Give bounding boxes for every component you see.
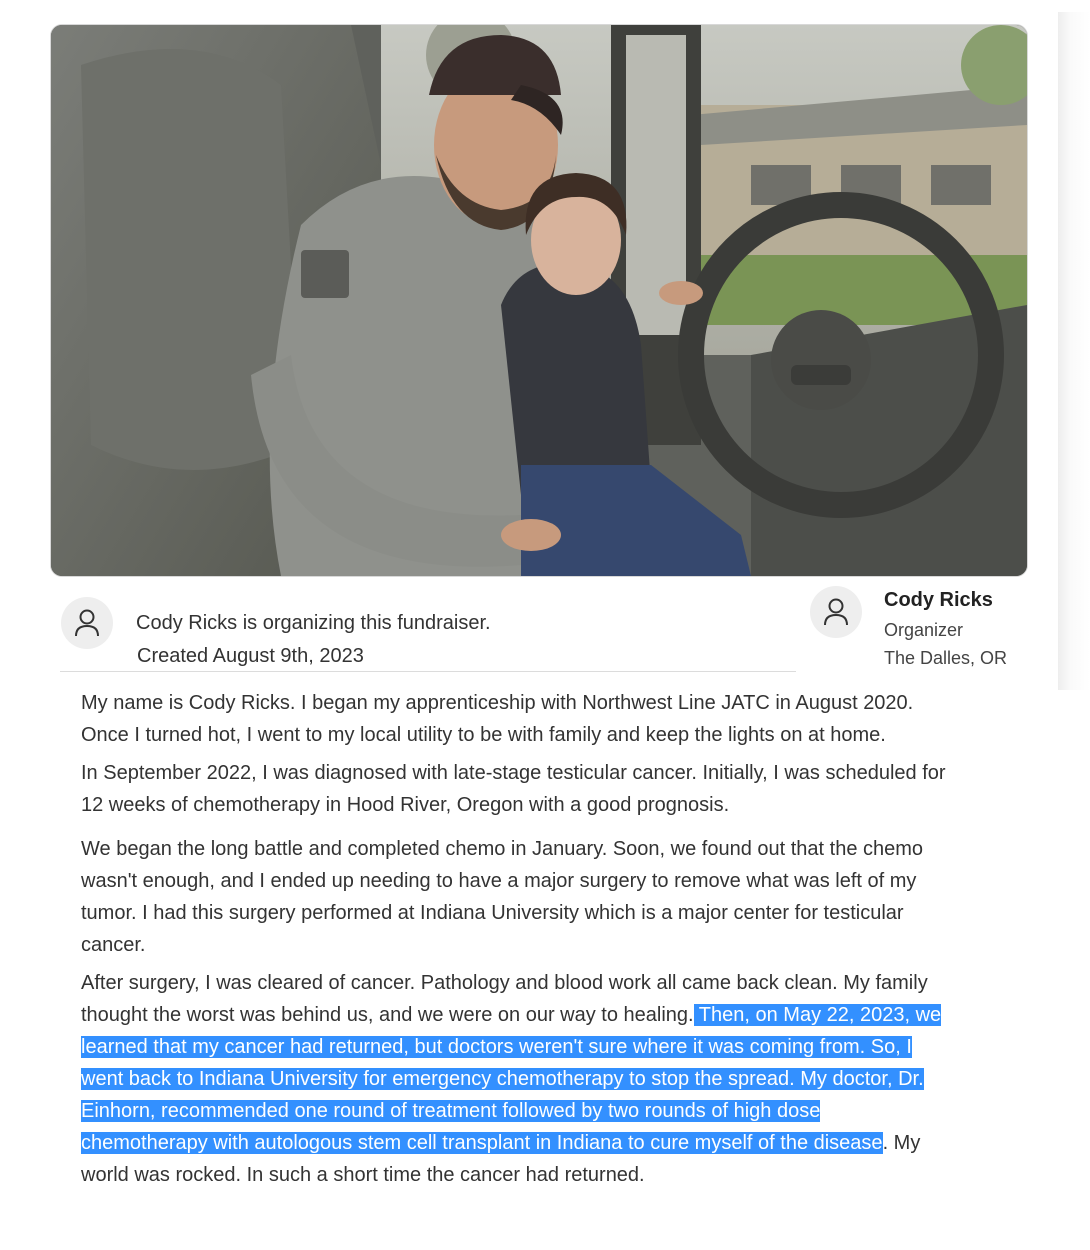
organizer-avatar [61,597,113,649]
created-date: Created August 9th, 2023 [137,645,364,667]
story-paragraph-3: We began the long battle and completed chemo in January. Soon, we found out that the chemo wasn't enough, and I ended up needing to have a major surgery to remove what was left of my tumor. I had this surgery performed at Indiana University which is a major center for testicular cancer. [81,838,924,956]
organizer-location: The Dalles, OR [884,648,1008,668]
right-panel-edge [1058,12,1090,690]
selected-text[interactable]: Then, on May 22, 2023, we learned that my cancer had returned, but doctors weren't sure where it was coming from. So, I went back to Indiana University for emergency chemotherapy to stop the spread. My doctor, Dr. Einhorn, recommended one round of treatment followed by two rounds of high dose chemotherapy with autologous stem cell transplant in Indiana to cure myself of the disease [81,1004,942,1154]
story-paragraph-2: In September 2022, I was diagnosed with late-stage testicular cancer. Initially, I was scheduled for 12 weeks of chemotherapy in Hood River, Oregon with a good prognosis. [81,762,946,816]
story-p4-after: . My world was rocked. In such a short time the cancer had returned. [81,1132,921,1186]
organizer-card-avatar [810,586,862,638]
divider [60,671,796,672]
story-body [81,687,951,1191]
organizing-text: Cody Ricks is organizing this fundraiser. [136,612,491,634]
story-p4-before: After surgery, I was cleared of cancer. Pathology and blood work all came back clean. My family thought the worst was behind us, and we were on our way to healing. [81,972,928,1026]
story-paragraph-1: My name is Cody Ricks. I began my apprenticeship with Northwest Line JATC in August 2020. Once I turned hot, I went to my local utility to be with family and keep the lights on at home. [81,692,914,746]
organizer-role: Organizer [884,620,964,640]
user-icon [823,598,849,626]
hero-image[interactable] [50,24,1028,577]
story-paragraph-4 [81,967,951,1191]
organizer-name[interactable]: Cody Ricks [884,589,993,611]
user-icon [74,609,100,637]
